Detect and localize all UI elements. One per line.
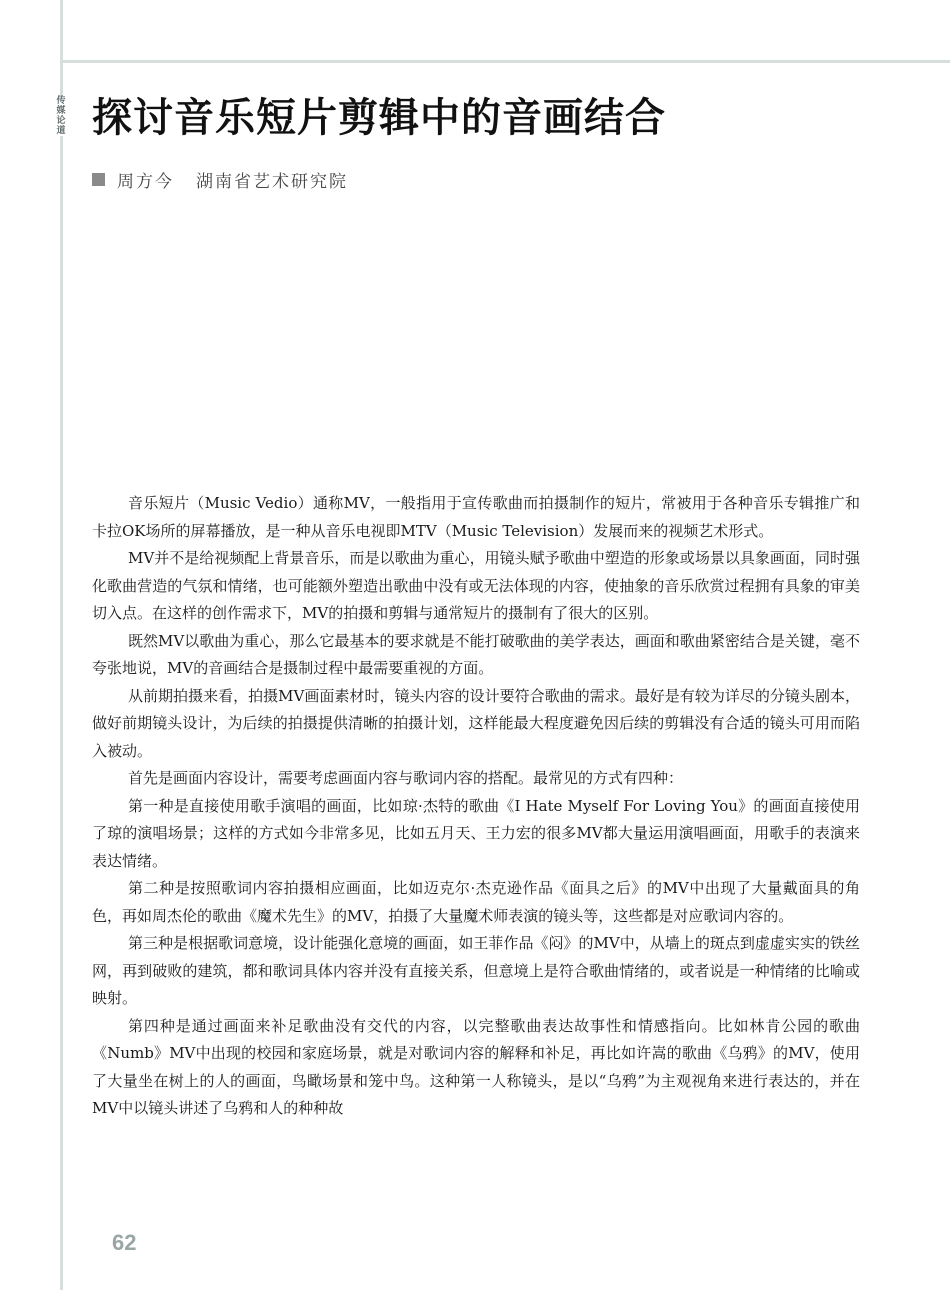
article-title: 探讨音乐短片剪辑中的音画结合 [92,95,666,141]
body-paragraph: 既然MV以歌曲为重心，那么它最基本的要求就是不能打破歌曲的美学表达，画面和歌曲紧密结合是关键，毫不夸张地说，MV的音画结合是摄制过程中最需要重视的方面。 [92,631,860,677]
left-margin-rule [60,0,63,1290]
body-paragraph: 从前期拍摄来看，拍摄MV画面素材时，镜头内容的设计要符合歌曲的需求。最好是有较为详尽的分镜头剧本，做好前期镜头设计，为后续的拍摄提供清晰的拍摄计划，这样能最大程度避免因后续的剪辑没有合适的镜头可用而陷入被动。 [92,686,860,760]
article-body [92,490,860,1123]
body-paragraph: 第四种是通过画面来补足歌曲没有交代的内容，以完整歌曲表达故事性和情感指向。比如林肯公园的歌曲《Numb》MV中出现的校园和家庭场景，就是对歌词内容的解释和补足，再比如许嵩的歌曲《乌鸦》的MV，使用了大量坐在树上的人的画面，鸟瞰场景和笼中鸟。这种第一人称镜头，是以“乌鸦”为主观视角来进行表达的，并在MV中以镜头讲述了乌鸦和人的种种故 [92,1016,860,1117]
body-paragraph: MV并不是给视频配上背景音乐，而是以歌曲为重心，用镜头赋予歌曲中塑造的形象或场景以具象画面，同时强化歌曲营造的气氛和情绪，也可能额外塑造出歌曲中没有或无法体现的内容，使抽象的音乐欣赏过程拥有具象的审美切入点。在这样的创作需求下，MV的拍摄和剪辑与通常短片的摄制有了很大的区别。 [92,549,860,622]
body-paragraph: 第一种是直接使用歌手演唱的画面，比如琼·杰特的歌曲《I Hate Myself For Loving You》的画面直接使用了琼的演唱场景；这样的方式如今非常多见，比如五月天、王力宏的很多MV都大量运用演唱画面，用歌手的表演来表达情绪。 [92,796,860,870]
page-number: 62 [112,1230,137,1255]
byline-square-icon [92,173,105,186]
body-paragraph: 首先是画面内容设计，需要考虑画面内容与歌词内容的搭配。最常见的方式有四种： [128,769,684,787]
body-paragraph: 第二种是按照歌词内容拍摄相应画面，比如迈克尔·杰克逊作品《面具之后》的MV中出现了大量戴面具的角色，再如周杰伦的歌曲《魔术先生》的MV，拍摄了大量魔术师表演的镜头等，这些都是对应歌词内容的。 [92,879,860,925]
body-paragraph: 第三种是根据歌词意境，设计能强化意境的画面，如王菲作品《闷》的MV中，从墙上的斑点到虚虚实实的铁丝网，再到破败的建筑，都和歌词具体内容并没有直接关系，但意境上是符合歌曲情绪的，或者说是一种情绪的比喻或映射。 [92,934,860,1007]
author-affiliation: 湖南省艺术研究院 [196,172,348,192]
section-label: 传媒论道 [54,96,68,136]
author-name: 周方今 [117,172,174,192]
top-header-rule [63,60,950,63]
byline [92,167,348,192]
body-paragraph: 音乐短片（Music Vedio）通称MV，一般指用于宣传歌曲而拍摄制作的短片，常被用于各种音乐专辑推广和卡拉OK场所的屏幕播放，是一种从音乐电视即MTV（Music Television）发展而来的视频艺术形式。 [92,494,860,540]
